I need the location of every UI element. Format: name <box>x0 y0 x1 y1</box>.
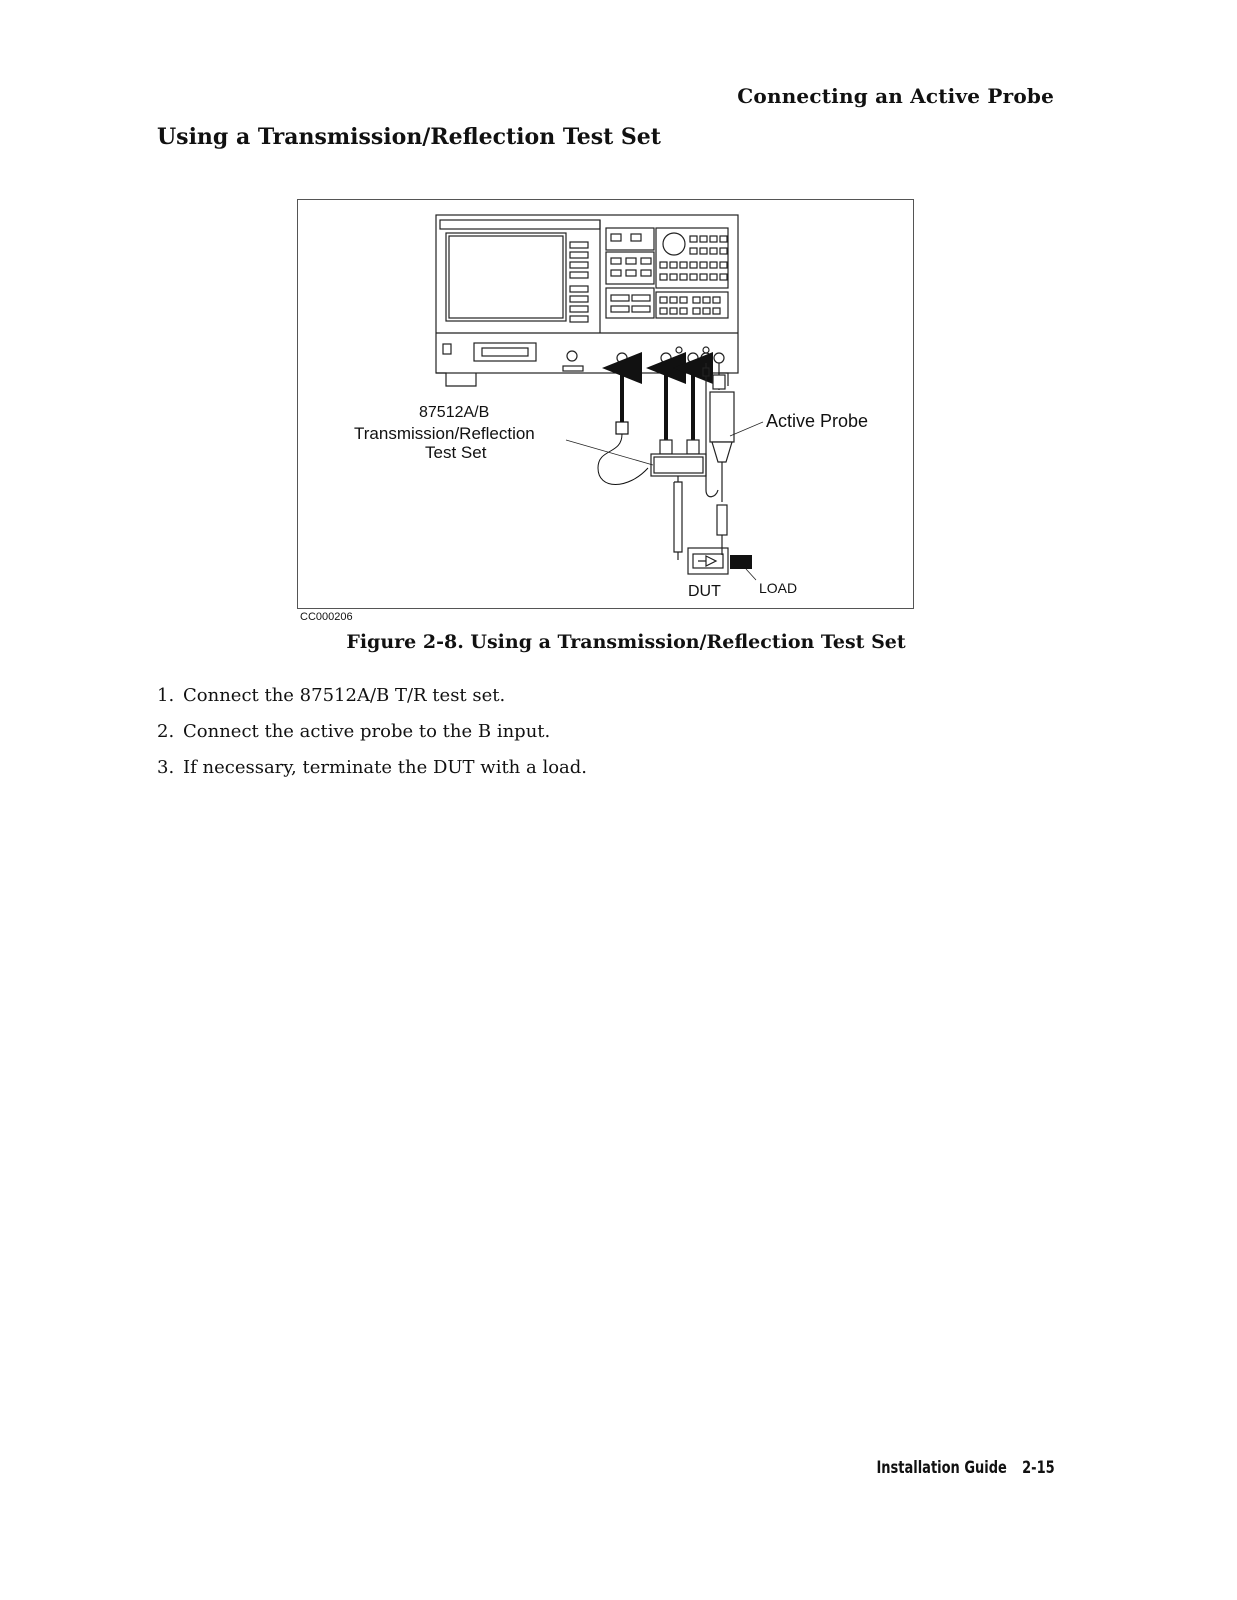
figure-diagram <box>297 199 914 609</box>
label-active-probe: Active Probe <box>766 411 869 431</box>
list-item: 3. If necessary, terminate the DUT with a load. <box>157 757 588 778</box>
footer-guide: Installation Guide <box>876 1458 1008 1478</box>
figure-id: CC000206 <box>300 611 353 623</box>
connection-diagram <box>298 200 915 610</box>
label-test-set-name-1: Transmission/Reflection <box>354 424 535 443</box>
running-head: Connecting an Active Probe <box>737 84 1054 108</box>
active-probe <box>703 363 734 555</box>
page-footer <box>861 1458 1055 1478</box>
label-test-set-model: 87512A/B <box>419 404 490 421</box>
test-set <box>651 440 706 476</box>
network-analyzer <box>436 215 738 386</box>
list-item: 1. Connect the 87512A/B T/R test set. <box>157 685 506 706</box>
page-number: 2-15 <box>1022 1458 1055 1478</box>
label-test-set-name-2: Test Set <box>425 443 487 462</box>
list-item: 2. Connect the active probe to the B input. <box>157 721 551 742</box>
label-load: LOAD <box>759 580 798 596</box>
figure-caption: Figure 2-8. Using a Transmission/Reflection Test Set <box>346 631 906 653</box>
steps-list <box>157 685 587 793</box>
section-title: Using a Transmission/Reflection Test Set <box>157 124 661 150</box>
label-dut: DUT <box>688 583 721 600</box>
